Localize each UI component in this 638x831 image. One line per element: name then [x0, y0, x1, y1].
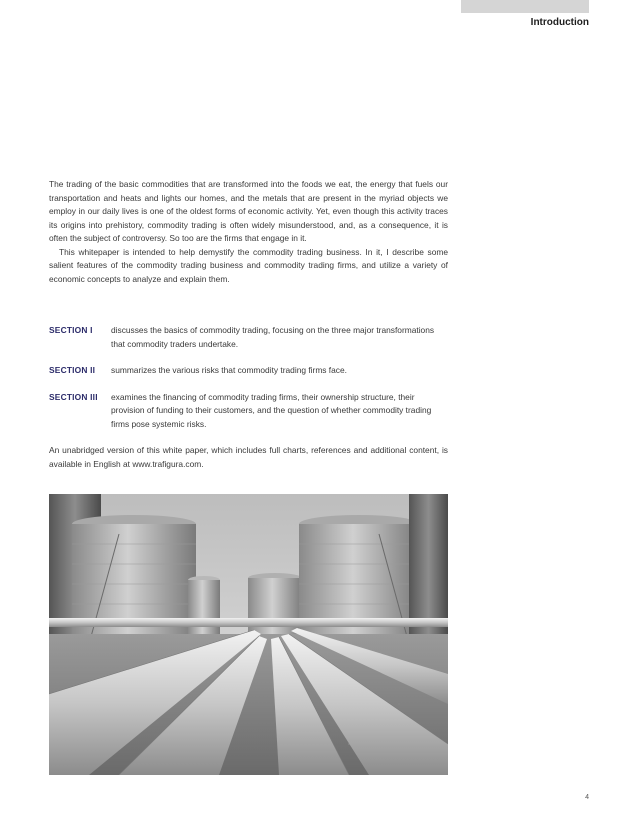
header-bar — [461, 0, 589, 13]
section-item — [49, 391, 449, 432]
closing-note: An unabridged version of this white paper, which includes full charts, references and additional content, is available in English at www.trafigura.com. — [49, 445, 448, 469]
intro-paragraph-2: This whitepaper is intended to help demystify the commodity trading business. In it, I describe some salient features of the commodity trading business and commodity trading firms, and utilize a variety of economic concepts to analyze and explain them. — [49, 246, 448, 284]
section-item — [49, 364, 449, 378]
intro-text — [49, 178, 448, 286]
section-item — [49, 324, 449, 351]
section-label: SECTION II — [49, 365, 96, 375]
section-description: examines the financing of commodity trading firms, their ownership structure, their provision of funding to their customers, and the question of whether commodity trading firms pose systemic risks. — [111, 391, 432, 429]
storage-tanks-photo — [49, 494, 448, 775]
section-title: Introduction — [530, 17, 589, 28]
page-number: 4 — [585, 794, 589, 801]
section-list — [49, 324, 449, 444]
section-label: SECTION III — [49, 391, 98, 402]
section-label: SECTION I — [49, 325, 93, 335]
intro-paragraph-1: The trading of the basic commodities that are transformed into the foods we eat, the energy that fuels our transportation and heats and lights our homes, and the metals that are present in the myriad objects we employ in our daily lives is one of the oldest forms of economic activity. Yet, even though this activity traces its origins into prehistory, commodity trading is often widely misunderstood, and, as a consequence, it is often the subject of controversy. So too are the firms that engage in it. — [49, 179, 448, 243]
section-description: summarizes the various risks that commodity trading firms face. — [111, 365, 347, 375]
section-description: discusses the basics of commodity trading, focusing on the three major transformations that commodity traders undertake. — [111, 325, 435, 349]
